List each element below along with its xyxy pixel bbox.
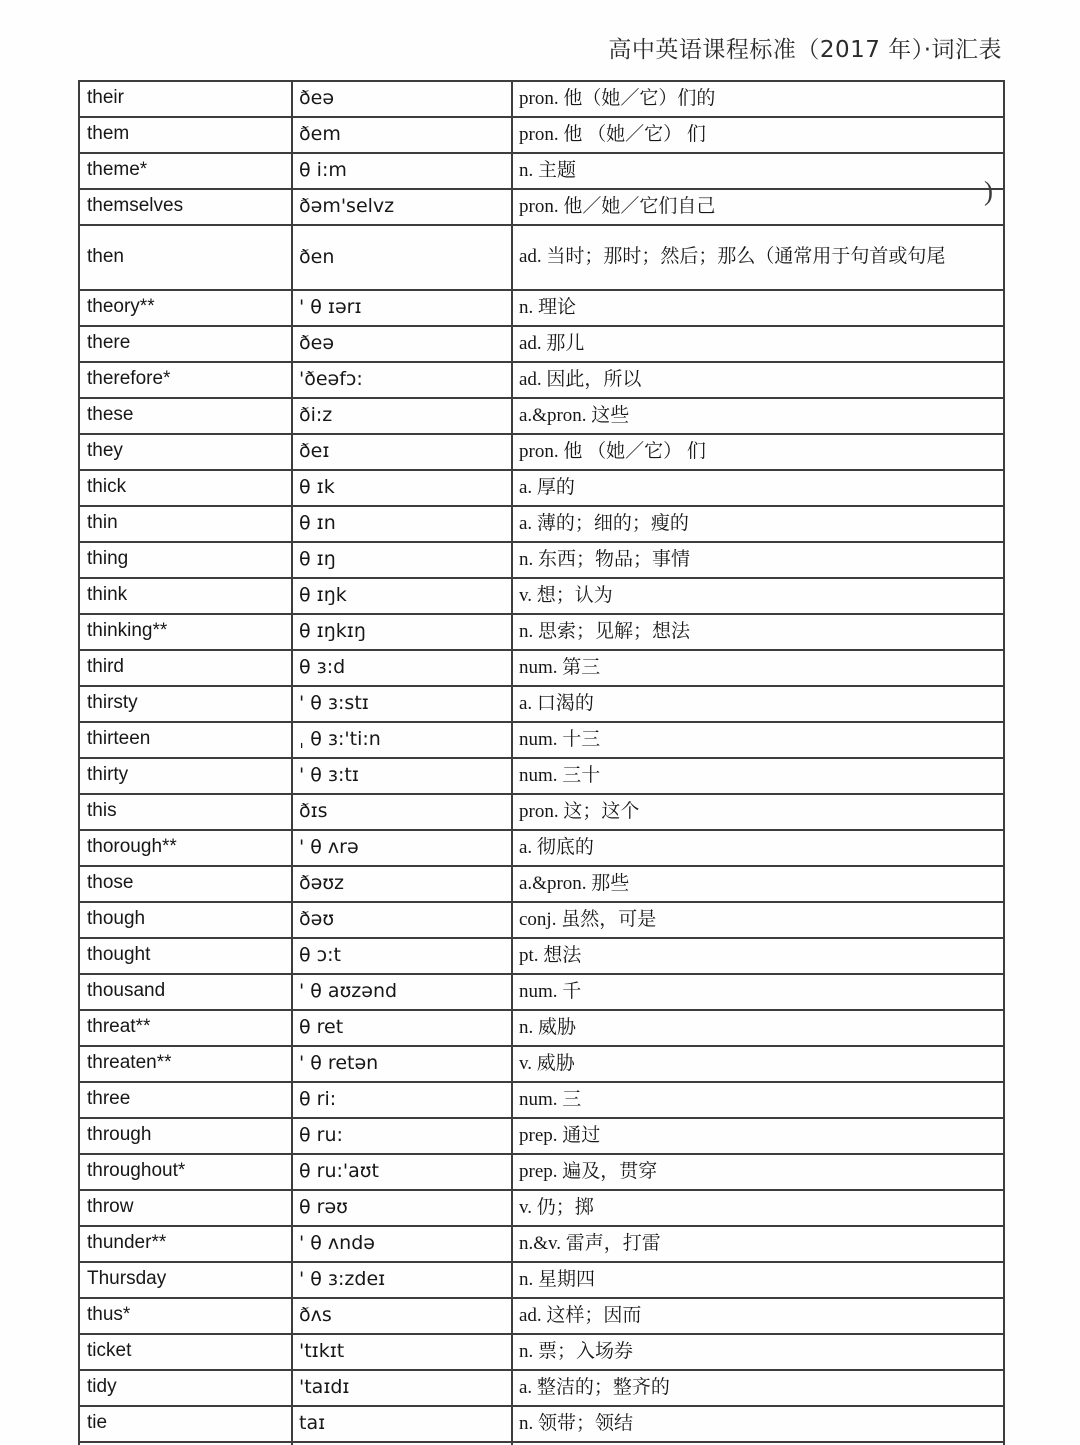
table-row (79, 362, 1004, 398)
word-cell: thirty (79, 758, 292, 794)
meaning-cell: n. 票；入场券 (512, 1334, 1004, 1370)
table-row (79, 225, 1004, 290)
phonetic-cell: 'tɪkɪt (292, 1334, 512, 1370)
phonetic-cell: ' θ ɜ:stɪ (292, 686, 512, 722)
phonetic-cell: 'ðeəfɔ: (292, 362, 512, 398)
table-row (79, 1334, 1004, 1370)
meaning-cell: n. 东西；物品；事情 (512, 542, 1004, 578)
word-cell: those (79, 866, 292, 902)
table-row (79, 1406, 1004, 1442)
vocab-table-body (79, 81, 1004, 1445)
word-cell: thirsty (79, 686, 292, 722)
table-row (79, 1190, 1004, 1226)
meaning-cell: num. 三 (512, 1082, 1004, 1118)
meaning-cell: v. 想；认为 (512, 578, 1004, 614)
table-row (79, 938, 1004, 974)
phonetic-cell: ðeɪ (292, 434, 512, 470)
meaning-cell: num. 十三 (512, 722, 1004, 758)
table-row (79, 902, 1004, 938)
table-row (79, 1046, 1004, 1082)
phonetic-cell: ˌ θ ɜ:'ti:n (292, 722, 512, 758)
phonetic-cell: θ i:m (292, 153, 512, 189)
table-row (79, 1226, 1004, 1262)
phonetic-cell: θ ru:'aʊt (292, 1154, 512, 1190)
table-row (79, 398, 1004, 434)
table-row (79, 153, 1004, 189)
word-cell: thick (79, 470, 292, 506)
meaning-cell: pt. 想法 (512, 938, 1004, 974)
meaning-cell: prep. 通过 (512, 1118, 1004, 1154)
word-cell: through (79, 1118, 292, 1154)
phonetic-cell: ðeə (292, 326, 512, 362)
word-cell: them (79, 117, 292, 153)
table-row (79, 614, 1004, 650)
word-cell: Thursday (79, 1262, 292, 1298)
phonetic-cell: ' θ ɜ:zdeɪ (292, 1262, 512, 1298)
table-row (79, 81, 1004, 117)
meaning-cell: ad. 那儿 (512, 326, 1004, 362)
word-cell: throw (79, 1190, 292, 1226)
meaning-cell: n.&v. 雷声，打雷 (512, 1226, 1004, 1262)
table-row (79, 1262, 1004, 1298)
phonetic-cell: ' θ retən (292, 1046, 512, 1082)
word-cell: they (79, 434, 292, 470)
word-cell: thunder** (79, 1226, 292, 1262)
meaning-cell: num. 千 (512, 974, 1004, 1010)
phonetic-cell: ðem (292, 117, 512, 153)
meaning-cell: a. 整洁的；整齐的 (512, 1370, 1004, 1406)
word-cell: theme* (79, 153, 292, 189)
phonetic-cell: θ rəʊ (292, 1190, 512, 1226)
phonetic-cell: ði:z (292, 398, 512, 434)
table-row (79, 189, 1004, 225)
table-row (79, 1298, 1004, 1334)
meaning-cell: ad. 因此，所以 (512, 362, 1004, 398)
scan-artifact-mark: ) (984, 176, 993, 206)
word-cell: threaten** (79, 1046, 292, 1082)
word-cell: thin (79, 506, 292, 542)
phonetic-cell: ' θ ʌrə (292, 830, 512, 866)
meaning-cell: v. 威胁 (512, 1046, 1004, 1082)
word-cell: this (79, 794, 292, 830)
word-cell: thing (79, 542, 292, 578)
meaning-cell: prep. 遍及，贯穿 (512, 1154, 1004, 1190)
meaning-cell: num. 三十 (512, 758, 1004, 794)
phonetic-cell: ' θ aʊzənd (292, 974, 512, 1010)
phonetic-cell: 'taɪdɪ (292, 1370, 512, 1406)
word-cell: tie (79, 1406, 292, 1442)
meaning-cell: num. 第三 (512, 650, 1004, 686)
phonetic-cell: ðʌs (292, 1298, 512, 1334)
word-cell: thorough** (79, 830, 292, 866)
word-cell: third (79, 650, 292, 686)
meaning-cell: a. 口渴的 (512, 686, 1004, 722)
page-header-title: 高中英语课程标准（2017 年）·词汇表 (608, 37, 1002, 63)
meaning-cell: n. 理论 (512, 290, 1004, 326)
phonetic-cell: ðeə (292, 81, 512, 117)
phonetic-cell: θ ɜ:d (292, 650, 512, 686)
phonetic-cell: ðɪs (292, 794, 512, 830)
meaning-cell: ad. 这样；因而 (512, 1298, 1004, 1334)
meaning-cell: a. 彻底的 (512, 830, 1004, 866)
word-cell: thirteen (79, 722, 292, 758)
phonetic-cell: θ ɪŋ (292, 542, 512, 578)
word-cell: thinking** (79, 614, 292, 650)
word-cell: thousand (79, 974, 292, 1010)
word-cell: therefore* (79, 362, 292, 398)
phonetic-cell: ðəʊ (292, 902, 512, 938)
meaning-cell: conj. 虽然，可是 (512, 902, 1004, 938)
table-row (79, 758, 1004, 794)
meaning-cell: a. 薄的；细的；瘦的 (512, 506, 1004, 542)
phonetic-cell: θ ru: (292, 1118, 512, 1154)
table-row (79, 686, 1004, 722)
table-row (79, 578, 1004, 614)
table-row (79, 650, 1004, 686)
vocabulary-table (78, 80, 1005, 1445)
phonetic-cell: θ ɪn (292, 506, 512, 542)
meaning-cell: n. 星期四 (512, 1262, 1004, 1298)
meaning-cell: a. 厚的 (512, 470, 1004, 506)
word-cell: tidy (79, 1370, 292, 1406)
phonetic-cell: ðəm'selvz (292, 189, 512, 225)
meaning-cell: pron. 这；这个 (512, 794, 1004, 830)
phonetic-cell: θ ɔ:t (292, 938, 512, 974)
meaning-cell: a.&pron. 这些 (512, 398, 1004, 434)
word-cell: these (79, 398, 292, 434)
table-row (79, 117, 1004, 153)
phonetic-cell: taɪ (292, 1406, 512, 1442)
meaning-cell: n. 主题 (512, 153, 1004, 189)
table-row (79, 290, 1004, 326)
table-row (79, 326, 1004, 362)
table-row (79, 866, 1004, 902)
meaning-cell: n. 威胁 (512, 1010, 1004, 1046)
meaning-cell: pron. 他 （她／它） 们 (512, 117, 1004, 153)
table-row (79, 434, 1004, 470)
phonetic-cell: ðen (292, 225, 512, 290)
table-row (79, 1082, 1004, 1118)
word-cell: though (79, 902, 292, 938)
word-cell: theory** (79, 290, 292, 326)
word-cell: their (79, 81, 292, 117)
meaning-cell: pron. 他 （她／它） 们 (512, 434, 1004, 470)
word-cell: throughout* (79, 1154, 292, 1190)
meaning-cell: v. 仍；掷 (512, 1190, 1004, 1226)
word-cell: ticket (79, 1334, 292, 1370)
table-row (79, 1118, 1004, 1154)
table-row (79, 794, 1004, 830)
meaning-cell: a.&pron. 那些 (512, 866, 1004, 902)
word-cell: think (79, 578, 292, 614)
phonetic-cell: ' θ ɪərɪ (292, 290, 512, 326)
phonetic-cell: ' θ ɜ:tɪ (292, 758, 512, 794)
table-row (79, 1154, 1004, 1190)
meaning-cell: n. 领带；领结 (512, 1406, 1004, 1442)
word-cell: thought (79, 938, 292, 974)
meaning-cell: pron. 他／她／它们自己 (512, 189, 1004, 225)
table-row (79, 830, 1004, 866)
phonetic-cell: θ ɪŋk (292, 578, 512, 614)
phonetic-cell: θ ret (292, 1010, 512, 1046)
table-row (79, 506, 1004, 542)
meaning-cell: pron. 他（她／它）们的 (512, 81, 1004, 117)
phonetic-cell: ' θ ʌndə (292, 1226, 512, 1262)
phonetic-cell: ðəʊz (292, 866, 512, 902)
word-cell: there (79, 326, 292, 362)
phonetic-cell: θ ɪk (292, 470, 512, 506)
word-cell: three (79, 1082, 292, 1118)
word-cell: thus* (79, 1298, 292, 1334)
table-row (79, 470, 1004, 506)
phonetic-cell: θ ri: (292, 1082, 512, 1118)
word-cell: threat** (79, 1010, 292, 1046)
table-row (79, 722, 1004, 758)
meaning-cell: n. 思索；见解；想法 (512, 614, 1004, 650)
table-row (79, 1370, 1004, 1406)
meaning-cell: ad. 当时；那时；然后；那么（通常用于句首或句尾 (512, 225, 1004, 290)
table-row (79, 1010, 1004, 1046)
phonetic-cell: θ ɪŋkɪŋ (292, 614, 512, 650)
table-row (79, 542, 1004, 578)
word-cell: themselves (79, 189, 292, 225)
word-cell: then (79, 225, 292, 290)
table-row (79, 974, 1004, 1010)
